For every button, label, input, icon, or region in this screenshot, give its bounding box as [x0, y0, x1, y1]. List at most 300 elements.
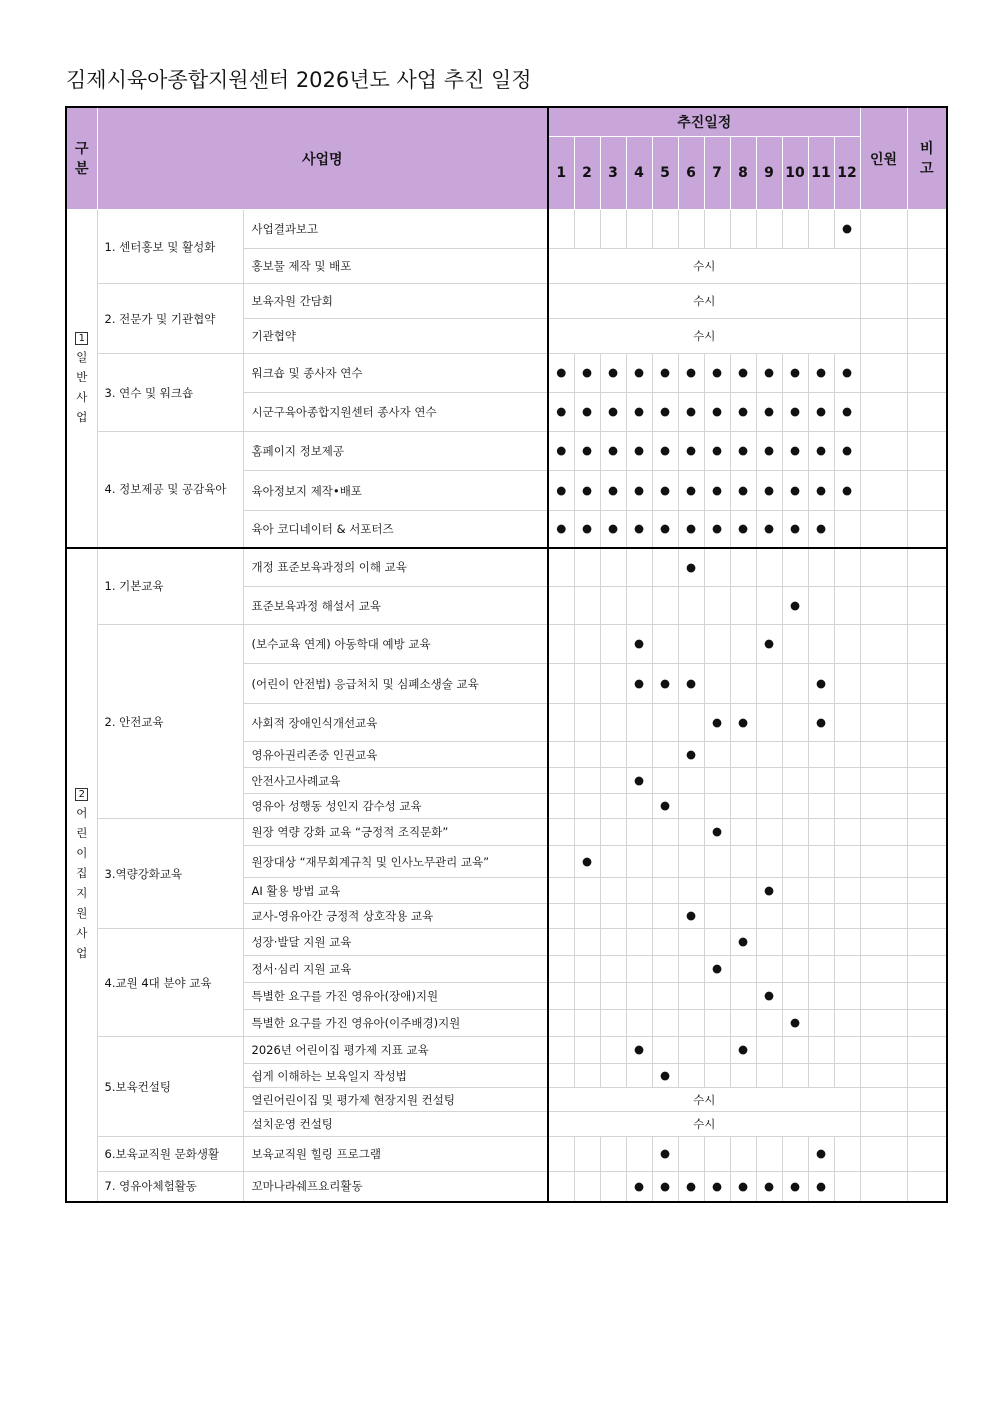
- month-cell-4: [626, 846, 652, 878]
- month-cell-12: [834, 471, 860, 511]
- month-cell-2: [574, 768, 600, 794]
- month-cell-6: [678, 794, 704, 819]
- schedule-dot: ●: [737, 1042, 749, 1057]
- month-cell-10: [782, 1137, 808, 1172]
- item-name: 원장대상 “재무회계규칙 및 인사노무관리 교육”: [243, 846, 548, 878]
- personnel-cell: [860, 904, 907, 929]
- schedule-dot: ●: [633, 404, 645, 419]
- item-name: 교사-영유아간 긍정적 상호작용 교육: [243, 904, 548, 929]
- schedule-dot: ●: [685, 675, 697, 690]
- month-cell-7: [704, 210, 730, 249]
- month-cell-1: [548, 742, 574, 768]
- item-name: 표준보육과정 해설서 교육: [243, 587, 548, 625]
- month-cell-2: [574, 1172, 600, 1202]
- month-cell-7: [704, 819, 730, 846]
- section-name: 2. 전문가 및 기관협약: [97, 284, 243, 354]
- schedule-dot: ●: [581, 521, 593, 535]
- month-cell-10: [782, 548, 808, 587]
- schedule-dot: ●: [581, 404, 593, 419]
- month-cell-10: [782, 664, 808, 704]
- month-cell-12: [834, 511, 860, 548]
- personnel-cell: [860, 210, 907, 249]
- month-cell-8: [730, 587, 756, 625]
- month-cell-8: [730, 878, 756, 904]
- month-cell-10: [782, 432, 808, 471]
- section-name: 7. 영유아체험활동: [97, 1172, 243, 1202]
- item-name: 안전사고사례교육: [243, 768, 548, 794]
- schedule-dot: ●: [789, 1015, 801, 1030]
- month-cell-4: [626, 704, 652, 742]
- month-cell-5: [652, 956, 678, 983]
- item-name: 시군구육아종합지원센터 종사자 연수: [243, 393, 548, 432]
- month-cell-7: [704, 625, 730, 664]
- as-needed-label: 수시: [548, 319, 860, 354]
- month-cell-12: [834, 1010, 860, 1037]
- personnel-cell: [860, 664, 907, 704]
- month-cell-10: [782, 929, 808, 956]
- month-cell-8: [730, 956, 756, 983]
- month-cell-7: [704, 511, 730, 548]
- month-cell-7: [704, 794, 730, 819]
- month-cell-7: [704, 432, 730, 471]
- schedule-dot: ●: [633, 482, 645, 497]
- month-cell-10: [782, 846, 808, 878]
- month-cell-9: [756, 768, 782, 794]
- month-cell-1: [548, 511, 574, 548]
- month-cell-8: [730, 471, 756, 511]
- schedule-dot: ●: [659, 798, 671, 813]
- table-row: [66, 1037, 947, 1064]
- month-cell-3: [600, 1010, 626, 1037]
- month-cell-9: [756, 704, 782, 742]
- month-cell-2: [574, 904, 600, 929]
- table-row: [66, 625, 947, 664]
- item-name: 사업결과보고: [243, 210, 548, 249]
- schedule-dot: ●: [841, 221, 853, 236]
- month-cell-1: [548, 704, 574, 742]
- month-cell-7: [704, 1137, 730, 1172]
- month-cell-8: [730, 511, 756, 548]
- section-name: 6.보육교직원 문화생활: [97, 1137, 243, 1172]
- month-cell-6: [678, 210, 704, 249]
- schedule-dot: ●: [659, 365, 671, 380]
- month-cell-11: [808, 354, 834, 393]
- month-cell-9: [756, 983, 782, 1010]
- month-cell-8: [730, 742, 756, 768]
- month-cell-6: [678, 1137, 704, 1172]
- month-cell-4: [626, 878, 652, 904]
- schedule-table: [65, 106, 948, 1203]
- remarks-cell: [907, 1037, 947, 1064]
- month-cell-12: [834, 1064, 860, 1088]
- month-cell-11: [808, 1037, 834, 1064]
- month-cell-12: [834, 704, 860, 742]
- month-cell-3: [600, 983, 626, 1010]
- month-cell-5: [652, 794, 678, 819]
- month-cell-10: [782, 742, 808, 768]
- month-cell-10: [782, 625, 808, 664]
- month-cell-8: [730, 354, 756, 393]
- month-cell-4: [626, 432, 652, 471]
- schedule-dot: ●: [659, 443, 671, 458]
- schedule-dot: ●: [737, 404, 749, 419]
- schedule-dot: ●: [659, 675, 671, 690]
- schedule-dot: ●: [737, 1178, 749, 1193]
- month-cell-9: [756, 354, 782, 393]
- remarks-cell: [907, 432, 947, 471]
- month-header-12: 12: [834, 137, 860, 210]
- schedule-dot: ●: [815, 521, 827, 535]
- schedule-header: 추진일정: [548, 107, 860, 137]
- month-cell-11: [808, 929, 834, 956]
- month-cell-12: [834, 768, 860, 794]
- month-cell-5: [652, 983, 678, 1010]
- schedule-dot: ●: [789, 521, 801, 535]
- schedule-dot: ●: [556, 482, 567, 497]
- month-cell-6: [678, 354, 704, 393]
- schedule-dot: ●: [607, 482, 619, 497]
- table-row: [66, 1172, 947, 1202]
- month-cell-1: [548, 210, 574, 249]
- month-cell-11: [808, 878, 834, 904]
- month-cell-2: [574, 1037, 600, 1064]
- schedule-dot: ●: [633, 1178, 645, 1193]
- month-cell-8: [730, 664, 756, 704]
- schedule-dot: ●: [685, 404, 697, 419]
- month-cell-5: [652, 1010, 678, 1037]
- section-name: 1. 센터홍보 및 활성화: [97, 210, 243, 284]
- schedule-dot: ●: [659, 521, 671, 535]
- month-cell-12: [834, 1172, 860, 1202]
- month-cell-7: [704, 904, 730, 929]
- schedule-dot: ●: [685, 482, 697, 497]
- month-cell-12: [834, 393, 860, 432]
- month-cell-7: [704, 704, 730, 742]
- month-header-5: 5: [652, 137, 678, 210]
- schedule-dot: ●: [685, 908, 697, 923]
- month-cell-7: [704, 548, 730, 587]
- schedule-dot: ●: [556, 404, 567, 419]
- month-cell-1: [548, 471, 574, 511]
- schedule-dot: ●: [711, 482, 723, 497]
- month-cell-1: [548, 768, 574, 794]
- schedule-dot: ●: [737, 934, 749, 949]
- remarks-cell: [907, 249, 947, 284]
- month-cell-9: [756, 210, 782, 249]
- month-cell-6: [678, 929, 704, 956]
- personnel-cell: [860, 1010, 907, 1037]
- month-cell-1: [548, 664, 574, 704]
- month-cell-2: [574, 664, 600, 704]
- month-cell-4: [626, 393, 652, 432]
- month-cell-12: [834, 625, 860, 664]
- section-name: 4. 정보제공 및 공감육아: [97, 432, 243, 548]
- month-header-10: 10: [782, 137, 808, 210]
- month-cell-11: [808, 846, 834, 878]
- month-cell-3: [600, 794, 626, 819]
- month-cell-8: [730, 983, 756, 1010]
- schedule-dot: ●: [737, 521, 749, 535]
- schedule-dot: ●: [737, 482, 749, 497]
- schedule-dot: ●: [659, 404, 671, 419]
- month-cell-6: [678, 1037, 704, 1064]
- schedule-dot: ●: [815, 443, 827, 458]
- schedule-dot: ●: [711, 521, 723, 535]
- schedule-dot: ●: [581, 443, 593, 458]
- month-cell-10: [782, 210, 808, 249]
- schedule-dot: ●: [659, 482, 671, 497]
- personnel-cell: [860, 548, 907, 587]
- month-cell-8: [730, 548, 756, 587]
- schedule-dot: ●: [685, 521, 697, 535]
- month-cell-7: [704, 471, 730, 511]
- month-cell-11: [808, 625, 834, 664]
- month-cell-3: [600, 742, 626, 768]
- month-cell-11: [808, 1137, 834, 1172]
- month-cell-4: [626, 1064, 652, 1088]
- remarks-cell: [907, 819, 947, 846]
- month-cell-1: [548, 393, 574, 432]
- month-cell-3: [600, 1037, 626, 1064]
- month-cell-2: [574, 846, 600, 878]
- month-cell-3: [600, 1064, 626, 1088]
- month-cell-7: [704, 929, 730, 956]
- schedule-dot: ●: [711, 365, 723, 380]
- personnel-cell: [860, 1064, 907, 1088]
- month-cell-11: [808, 768, 834, 794]
- month-cell-9: [756, 1064, 782, 1088]
- personnel-cell: [860, 249, 907, 284]
- month-cell-6: [678, 664, 704, 704]
- month-cell-5: [652, 846, 678, 878]
- table-row: [66, 929, 947, 956]
- month-cell-12: [834, 904, 860, 929]
- month-cell-3: [600, 846, 626, 878]
- month-cell-3: [600, 1172, 626, 1202]
- month-cell-12: [834, 1037, 860, 1064]
- month-cell-6: [678, 904, 704, 929]
- month-cell-2: [574, 354, 600, 393]
- schedule-dot: ●: [685, 746, 697, 761]
- month-cell-9: [756, 846, 782, 878]
- month-header-4: 4: [626, 137, 652, 210]
- month-cell-2: [574, 704, 600, 742]
- month-cell-4: [626, 664, 652, 704]
- item-name: 사회적 장애인식개선교육: [243, 704, 548, 742]
- item-name: 성장·발달 지원 교육: [243, 929, 548, 956]
- month-cell-11: [808, 664, 834, 704]
- table-row: [66, 284, 947, 319]
- item-name: AI 활용 방법 교육: [243, 878, 548, 904]
- month-cell-7: [704, 1172, 730, 1202]
- month-cell-9: [756, 625, 782, 664]
- month-cell-3: [600, 471, 626, 511]
- month-cell-5: [652, 1064, 678, 1088]
- month-cell-8: [730, 929, 756, 956]
- schedule-dot: ●: [763, 1178, 775, 1193]
- month-cell-10: [782, 1172, 808, 1202]
- month-cell-1: [548, 929, 574, 956]
- month-cell-7: [704, 587, 730, 625]
- month-cell-8: [730, 393, 756, 432]
- personnel-cell: [860, 704, 907, 742]
- item-name: 2026년 어린이집 평가제 지표 교육: [243, 1037, 548, 1064]
- remarks-cell: [907, 704, 947, 742]
- month-cell-1: [548, 625, 574, 664]
- month-cell-11: [808, 904, 834, 929]
- remarks-cell: [907, 354, 947, 393]
- project-name-header: 사업명: [97, 107, 548, 210]
- personnel-cell: [860, 587, 907, 625]
- schedule-dot: ●: [789, 597, 801, 612]
- month-cell-6: [678, 471, 704, 511]
- month-cell-5: [652, 548, 678, 587]
- schedule-dot: ●: [789, 443, 801, 458]
- personnel-cell: [860, 956, 907, 983]
- month-cell-9: [756, 1037, 782, 1064]
- month-cell-6: [678, 1010, 704, 1037]
- item-name: 원장 역량 강화 교육 “긍정적 조직문화”: [243, 819, 548, 846]
- month-cell-6: [678, 742, 704, 768]
- month-cell-12: [834, 956, 860, 983]
- month-cell-10: [782, 704, 808, 742]
- table-row: [66, 1137, 947, 1172]
- schedule-dot: ●: [763, 636, 775, 651]
- month-cell-4: [626, 548, 652, 587]
- personnel-cell: [860, 1112, 907, 1137]
- month-cell-1: [548, 819, 574, 846]
- month-cell-1: [548, 904, 574, 929]
- schedule-dot: ●: [815, 714, 827, 729]
- month-cell-1: [548, 1172, 574, 1202]
- month-cell-9: [756, 587, 782, 625]
- month-cell-11: [808, 511, 834, 548]
- month-cell-10: [782, 1010, 808, 1037]
- category-label: [66, 548, 97, 1202]
- month-cell-6: [678, 625, 704, 664]
- month-cell-12: [834, 846, 860, 878]
- month-cell-12: [834, 878, 860, 904]
- item-name: 육아 코디네이터 & 서포터즈: [243, 511, 548, 548]
- remarks-cell: [907, 471, 947, 511]
- schedule-dot: ●: [633, 675, 645, 690]
- month-cell-6: [678, 1064, 704, 1088]
- schedule-dot: ●: [633, 772, 645, 787]
- month-cell-4: [626, 742, 652, 768]
- month-cell-8: [730, 768, 756, 794]
- month-cell-4: [626, 511, 652, 548]
- schedule-dot: ●: [711, 1178, 723, 1193]
- remarks-cell: [907, 1112, 947, 1137]
- month-cell-3: [600, 768, 626, 794]
- schedule-dot: ●: [659, 1178, 671, 1193]
- month-cell-9: [756, 904, 782, 929]
- remarks-cell: [907, 548, 947, 587]
- section-name: 3. 연수 및 워크숍: [97, 354, 243, 432]
- month-cell-7: [704, 742, 730, 768]
- month-cell-2: [574, 210, 600, 249]
- month-cell-3: [600, 625, 626, 664]
- month-cell-2: [574, 983, 600, 1010]
- schedule-dot: ●: [737, 365, 749, 380]
- month-cell-8: [730, 846, 756, 878]
- table-row: [66, 548, 947, 587]
- month-cell-11: [808, 983, 834, 1010]
- month-cell-5: [652, 1172, 678, 1202]
- remarks-cell: [907, 929, 947, 956]
- section-name: 1. 기본교육: [97, 548, 243, 625]
- month-cell-3: [600, 354, 626, 393]
- personnel-cell: [860, 794, 907, 819]
- category-number: 2: [75, 788, 88, 801]
- month-cell-11: [808, 1172, 834, 1202]
- remarks-header: 비 고: [907, 107, 947, 210]
- schedule-dot: ●: [815, 365, 827, 380]
- month-cell-9: [756, 548, 782, 587]
- table-row: [66, 819, 947, 846]
- section-name: 2. 안전교육: [97, 625, 243, 819]
- month-header-2: 2: [574, 137, 600, 210]
- month-cell-4: [626, 819, 652, 846]
- month-cell-4: [626, 983, 652, 1010]
- month-cell-7: [704, 1064, 730, 1088]
- item-name: 특별한 요구를 가진 영유아(장애)지원: [243, 983, 548, 1010]
- month-cell-1: [548, 846, 574, 878]
- remarks-cell: [907, 1137, 947, 1172]
- month-cell-5: [652, 432, 678, 471]
- month-cell-5: [652, 878, 678, 904]
- schedule-dot: ●: [815, 1178, 827, 1193]
- month-cell-3: [600, 904, 626, 929]
- month-cell-12: [834, 742, 860, 768]
- schedule-dot: ●: [815, 1146, 827, 1161]
- month-cell-9: [756, 956, 782, 983]
- month-cell-8: [730, 1137, 756, 1172]
- month-cell-9: [756, 393, 782, 432]
- personnel-cell: [860, 1137, 907, 1172]
- month-cell-10: [782, 393, 808, 432]
- month-header-3: 3: [600, 137, 626, 210]
- month-cell-8: [730, 819, 756, 846]
- month-cell-3: [600, 704, 626, 742]
- month-cell-4: [626, 929, 652, 956]
- section-name: 4.교원 4대 분야 교육: [97, 929, 243, 1037]
- schedule-dot: ●: [815, 482, 827, 497]
- month-cell-12: [834, 548, 860, 587]
- item-name: 쉽게 이해하는 보육일지 작성법: [243, 1064, 548, 1088]
- month-cell-2: [574, 742, 600, 768]
- month-cell-7: [704, 846, 730, 878]
- month-cell-6: [678, 548, 704, 587]
- month-cell-10: [782, 1064, 808, 1088]
- month-cell-10: [782, 471, 808, 511]
- month-cell-9: [756, 1172, 782, 1202]
- month-cell-7: [704, 1037, 730, 1064]
- month-cell-7: [704, 664, 730, 704]
- remarks-cell: [907, 284, 947, 319]
- schedule-dot: ●: [685, 443, 697, 458]
- personnel-cell: [860, 768, 907, 794]
- month-cell-7: [704, 1010, 730, 1037]
- personnel-cell: [860, 1172, 907, 1202]
- month-cell-10: [782, 587, 808, 625]
- month-cell-4: [626, 794, 652, 819]
- personnel-cell: [860, 511, 907, 548]
- month-cell-2: [574, 1064, 600, 1088]
- schedule-dot: ●: [633, 521, 645, 535]
- month-cell-2: [574, 432, 600, 471]
- personnel-cell: [860, 846, 907, 878]
